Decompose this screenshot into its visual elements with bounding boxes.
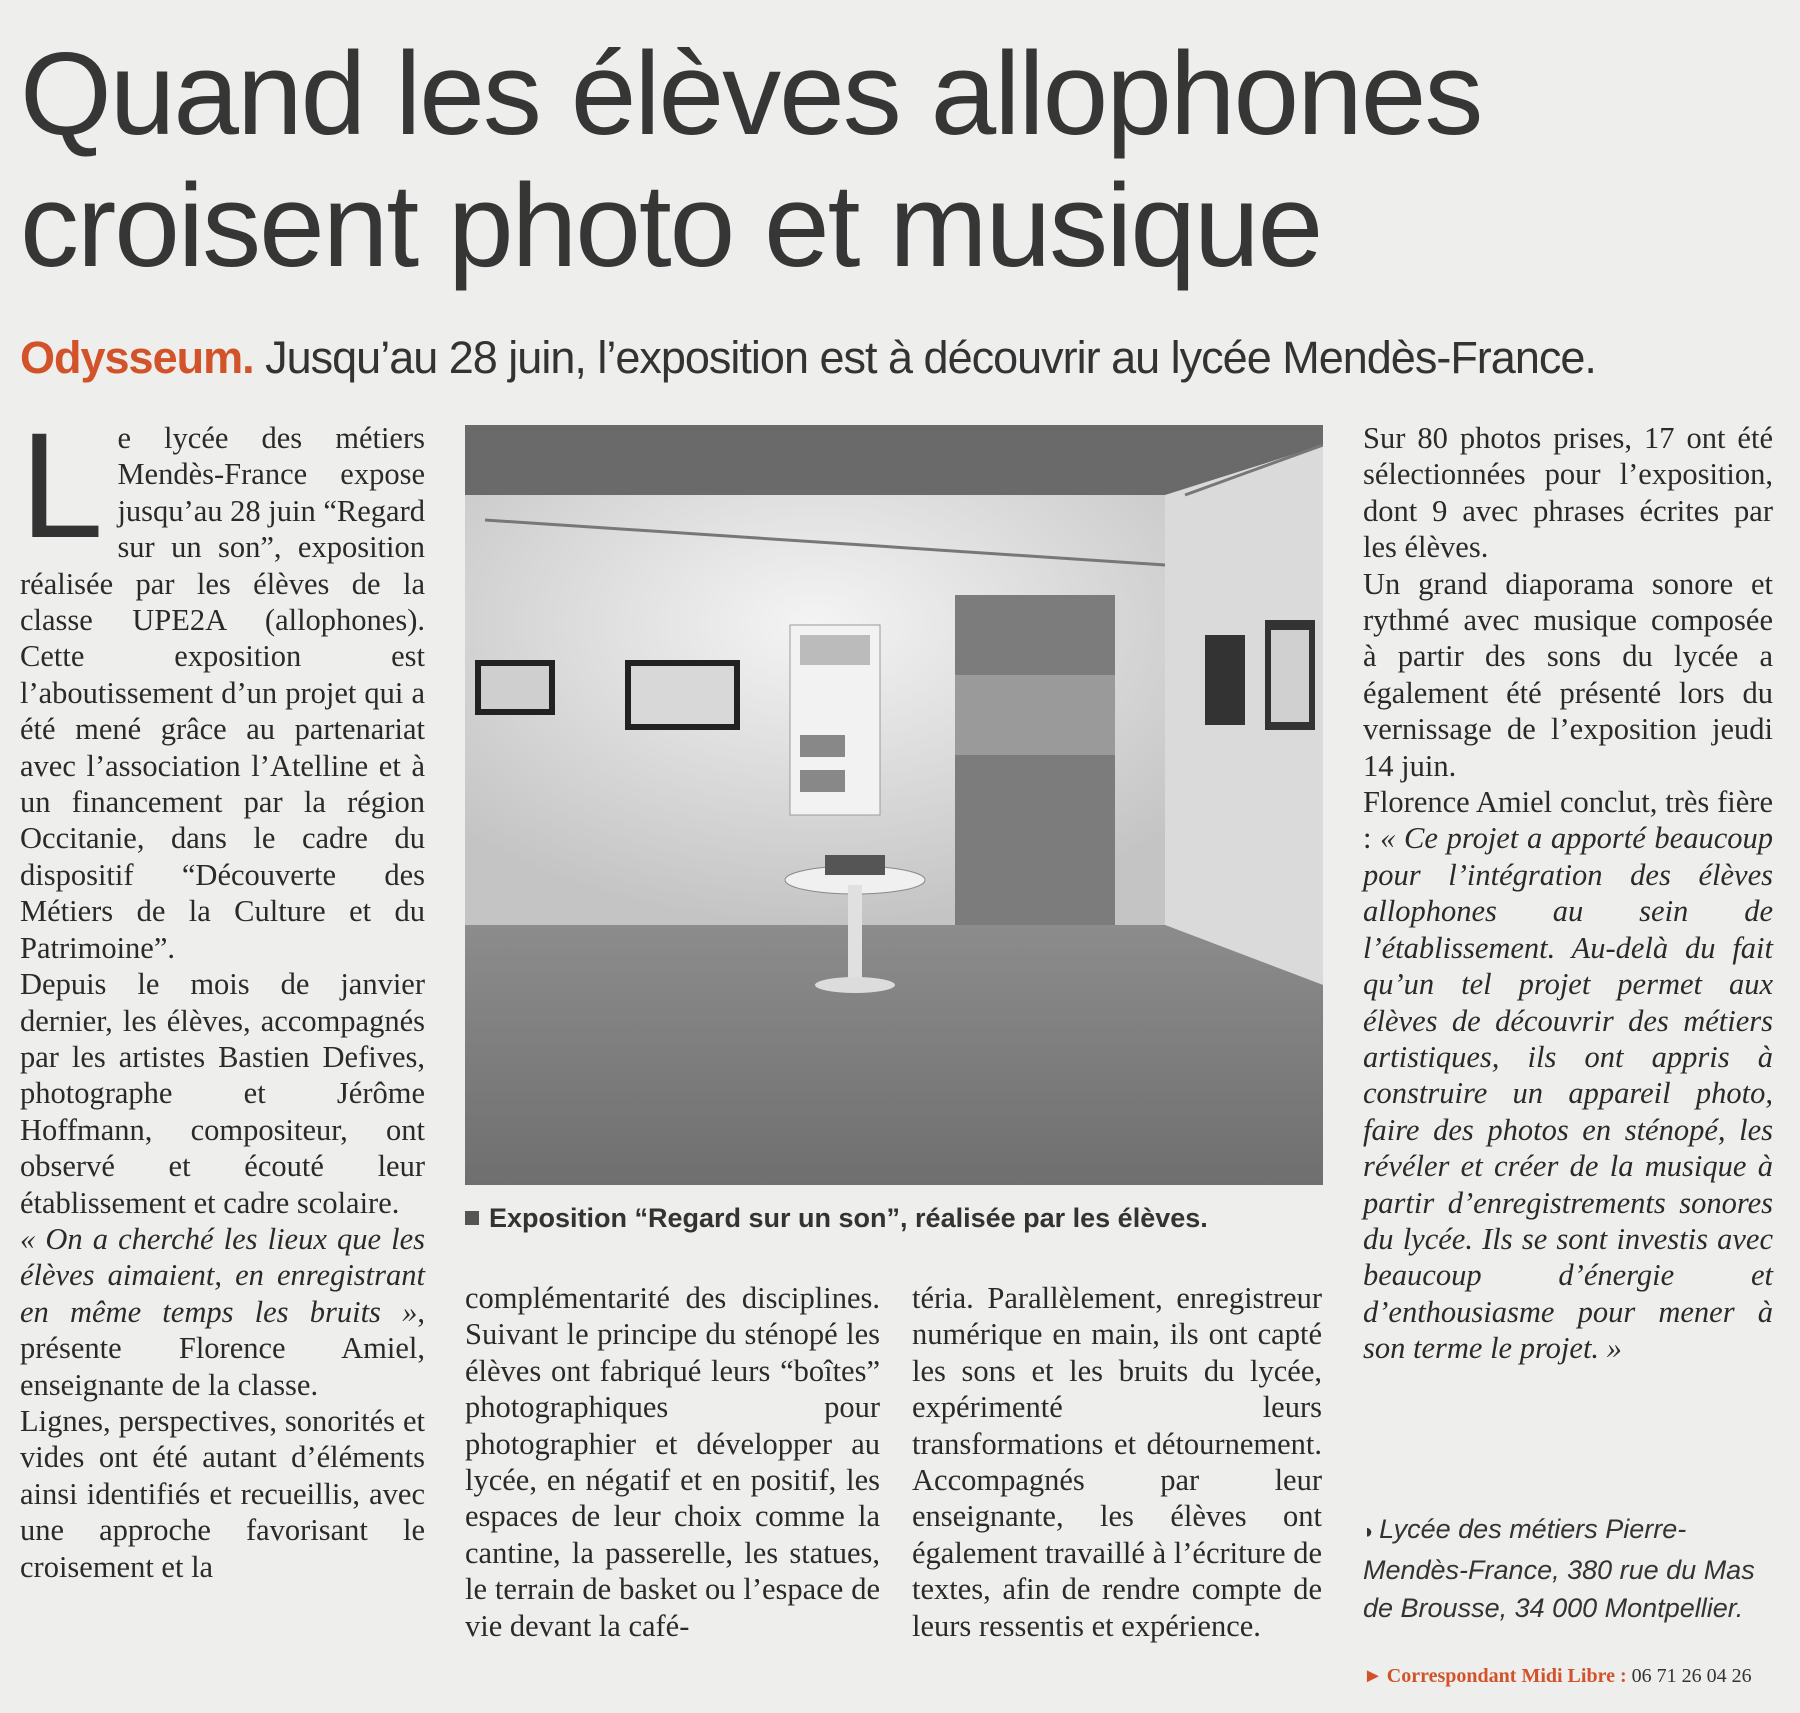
quote: « Ce projet a apporté beaucoup pour l’intégration des élèves allophones au sein de l’établissement. Au-delà du fait qu’un tel projet permet aux élèves de découvrir des métiers artistiques, ils ont appris à construire un appareil photo, faire des photos en sténopé, les révéler et créer de la musique à partir d’enregistrements sonores du lycée. Ils se sont investis avec beaucoup d’énergie et d’enthousiasme pour mener à son terme le projet. » <box>1363 821 1773 1366</box>
caption-text: Exposition “Regard sur un son”, réalisée par les élèves. <box>489 1203 1208 1233</box>
paragraph <box>1363 784 1773 1367</box>
paragraph: Lignes, perspectives, sonorités et vides ont été autant d’éléments ainsi identifiés et recueillis, avec une approche favorisant le croisement et la <box>20 1403 425 1584</box>
subheadline <box>20 330 1790 386</box>
paragraph <box>20 401 425 966</box>
paragraph: complémentarité des disciplines. Suivant le principe du sténopé les élèves ont fabriqué leurs “boîtes” photographiques pour photographier et développer au lycée, en négatif et en positif, les espaces de leur choix comme la cantine, la passerelle, les statues, le terrain de basket ou l’espace de vie devant la café- <box>465 1281 880 1643</box>
kicker: Odysseum. <box>20 332 254 383</box>
photo-caption <box>465 1203 1323 1234</box>
paragraph-text: e lycée des métiers Mendès-France expose jusqu’au 28 juin “Regard sur un son”, exposition réalisée par les élèves de la classe UPE2A (allophones). Cette exposition est l’aboutissement d’un projet qui a été mené grâce au partenariat avec l’association l’Atelline et à un financement par la région Occitanie, dans le cadre du dispositif “Découverte des Métiers de la Culture et du Patrimoine”. <box>20 421 425 965</box>
paragraph-text: Florence Amiel conclut, très fière : <box>1363 785 1773 856</box>
paragraph-text: , présente Florence Amiel, enseignante de la classe. <box>20 1294 425 1402</box>
info-text: Lycée des métiers Pierre-Mendès-France, 380 rue du Mas de Brousse, 34 000 Montpellier. <box>1363 1514 1755 1623</box>
exhibition-photo <box>465 425 1323 1185</box>
subhead-text: Jusqu’au 28 juin, l’exposition est à découvrir au lycée Mendès-France. <box>253 332 1596 383</box>
paragraph <box>20 1221 425 1403</box>
correspondent-label: Correspondant Midi Libre : <box>1386 1665 1627 1687</box>
column-3 <box>912 1280 1322 1644</box>
column-2 <box>465 1280 880 1644</box>
quote: « On a cherché les lieux que les élèves aimaient, en enregistrant en même temps les bruits » <box>20 1221 425 1329</box>
info-box <box>1363 1510 1773 1627</box>
paragraph: Depuis le mois de janvier dernier, les élèves, accompagnés par les artistes Bastien Defives, photographe et Jérôme Hoffmann, compositeur, ont observé et écouté leur établissement et cadre scolaire. <box>20 967 425 1220</box>
paragraph: Un grand diaporama sonore et rythmé avec musique composée à partir des sons du lycée a également été présenté lors du vernissage de l’exposition jeudi 14 juin. <box>1363 566 1773 783</box>
column-1 <box>20 401 425 1585</box>
square-bullet-icon <box>465 1211 479 1225</box>
headline: Quand les élèves allophones croisent photo et musique <box>20 28 1482 292</box>
drop-cap: L <box>20 401 104 569</box>
arrow-right-icon: ► <box>1363 1665 1383 1687</box>
column-4 <box>1363 420 1773 1367</box>
correspondent-phone: 06 71 26 04 26 <box>1631 1665 1752 1687</box>
correspondent-line <box>1363 1665 1783 1688</box>
gallery-photo-image <box>465 425 1323 1185</box>
paragraph: Sur 80 photos prises, 17 ont été sélectionnées pour l’exposition, dont 9 avec phrases écrites par les élèves. <box>1363 421 1773 565</box>
triangle-bullet-icon: ◗ <box>1363 1521 1376 1543</box>
paragraph: téria. Parallèlement, enregistreur numérique en main, ils ont capté les sons et les bruits du lycée, expérimenté leurs transformations et détournement. Accompagnés par leur enseignante, les élèves ont également travaillé à l’écriture de textes, afin de rendre compte de leurs ressentis et expérience. <box>912 1281 1322 1643</box>
